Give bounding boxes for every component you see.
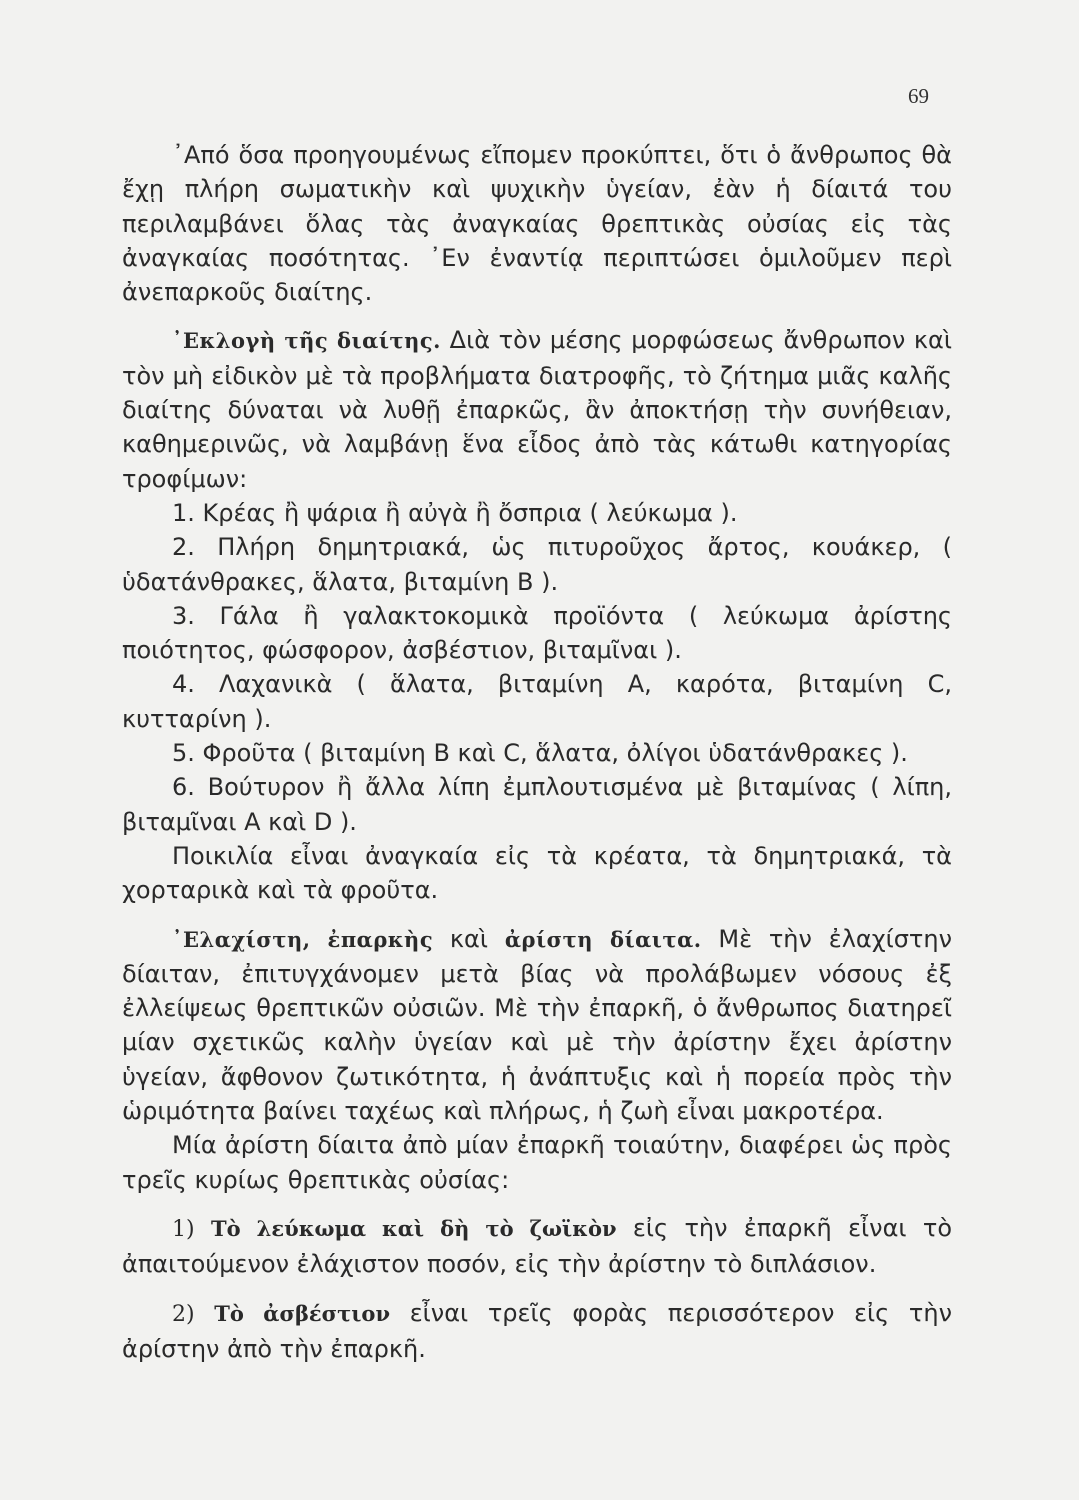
item-number: 1) (172, 1216, 195, 1242)
list-item: 4. Λαχανικὰ ( ἅλατα, βιταμίνη Α, καρότα, βιταμίνη C, κυτταρίνη ). (122, 670, 952, 733)
paragraph-calcium (122, 1296, 952, 1367)
term-protein: Τὸ λεύκωμα καὶ δὴ τὸ ζωϊκὸν (210, 1215, 617, 1241)
paragraph-text: εἶναι τρεῖς φορὰς περισσότερον εἰς τὴν ἀρίστην ἀπὸ τὴν ἐπαρκῆ. (122, 1298, 952, 1363)
body-text (122, 138, 952, 1366)
paragraph-text: εἰς τὴν ἐπαρκῆ εἶναι τὸ ἀπαιτούμενον ἐλάχιστον ποσόν, εἰς τὴν ἀρίστην τὸ διπλάσιον. (122, 1213, 953, 1279)
paragraph-diet-selection (122, 323, 952, 495)
paragraph-intro: ᾿Από ὅσα προηγουμένως εἴπομεν προκύπτει, ὅτι ὁ ἄνθρωπος θὰ ἔχῃ πλήρη σωματικὴν καὶ ψυχικὴν ὑγείαν, ἐὰν ἡ δίαιτά του περιλαμβάνει ὅλας τὰς ἀναγκαίας θρεπτικὰς οὐσίας εἰς τὰς ἀναγκαίας ποσότητας. ᾿Εν ἐναντίᾳ περιπτώσει ὁμιλοῦμεν περὶ ἀνεπαρκοῦς διαίτης. (122, 141, 952, 307)
list-item: 1. Κρέας ἢ ψάρια ἢ αὐγὰ ἢ ὄσπρια ( λεύκωμα ). (172, 498, 738, 527)
heading-conjunction: καὶ (433, 924, 505, 953)
paragraph-variety: Ποικιλία εἶναι ἀναγκαία εἰς τὰ κρέατα, τὰ δημητριακά, τὰ χορταρικὰ καὶ τὰ φροῦτα. (122, 841, 952, 905)
paragraph-text: Διὰ τὸν μέσης μορφώσεως ἄνθρωπον καὶ τὸν μὴ εἰδικὸν μὲ τὰ προβλήματα διατροφῆς, τὸ ζήτημα μιᾶς καλῆς διαίτης δύναται νὰ λυθῇ ἐπαρκῶς, ἂν ἀποκτήσῃ τὴν συνήθειαν, καθημερινῶς, νὰ λαμβάνῃ ἕνα εἶδος ἀπὸ τὰς κάτωθι κατηγορίας τροφίμων: (122, 326, 952, 493)
paragraph-protein (122, 1211, 952, 1282)
list-item: 5. Φροῦτα ( βιταμίνη Β καὶ C, ἅλατα, ὀλίγοι ὑδατάνθρακες ). (172, 739, 908, 768)
paragraph-diet-levels (122, 922, 952, 1129)
paragraph-text: Μὲ τὴν ἐλαχίστην δίαιταν, ἐπιτυγχάνομεν μετὰ βίας νὰ προλάβωμεν νόσους ἐξ ἐλλείψεως θρεπτικῶν οὐσιῶν. Μὲ τὴν ἐπαρκῆ, ὁ ἄνθρωπος διατηρεῖ μίαν σχετικῶς καλὴν ὑγείαν καὶ μὲ τὴν ἀρίστην ἔχει ἀρίστην ὑγείαν, ἄφθονον ζωτικότητα, ἡ ἀνάπτυξις καὶ ἡ πορεία πρὸς τὴν ὡριμότητα βαίνει ταχέως καὶ πλήρως, ἡ ζωὴ εἶναι μακροτέρα. (122, 924, 952, 1126)
paragraph-differences: Μία ἀρίστη δίαιτα ἀπὸ μίαν ἐπαρκῆ τοιαύτην, διαφέρει ὡς πρὸς τρεῖς κυρίως θρεπτικὰς οὐσίας: (122, 1131, 952, 1194)
section-heading-diet-selection: ᾿Εκλογὴ τῆς διαίτης. (172, 328, 441, 354)
item-number: 2) (172, 1301, 195, 1327)
term-calcium: Τὸ ἀσβέστιον (214, 1300, 391, 1326)
section-heading-minimal-adequate: ᾿Ελαχίστη, ἐπαρκὴς (172, 926, 434, 952)
list-item: 6. Βούτυρον ἢ ἄλλα λίπη ἐμπλουτισμένα μὲ βιταμίνας ( λίπη, βιταμῖναι Α καὶ D ). (122, 773, 952, 836)
list-item: 3. Γάλα ἢ γαλακτοκομικὰ προϊόντα ( λεύκωμα ἀρίστης ποιότητος, φώσφορον, ἀσβέστιον, βιταμῖναι ). (122, 601, 952, 665)
page-number: 69 (908, 84, 929, 108)
list-item: 2. Πλήρη δημητριακά, ὡς πιτυροῦχος ἄρτος, κουάκερ, ( ὑδατάνθρακες, ἅλατα, βιταμίνη Β ). (122, 533, 952, 596)
section-heading-optimal-diet: ἀρίστη δίαιτα. (504, 926, 702, 952)
